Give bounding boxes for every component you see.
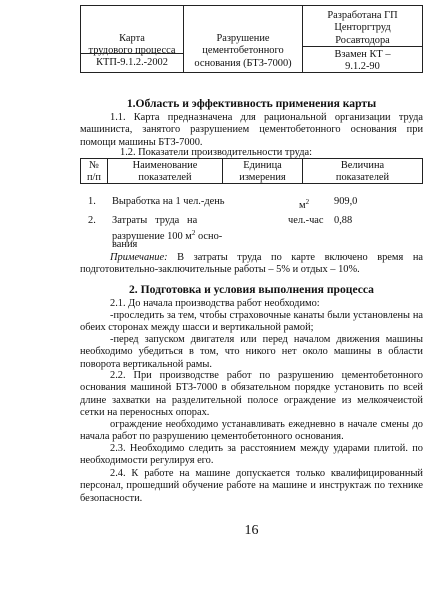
section2-paragraph: 2.4. К работе на машине допускается только квалифицированный персонал, прошедший обучение работе на машине и инструктаж по технике безопасности. xyxy=(80,468,423,504)
table-note xyxy=(80,252,423,277)
table-row-name: Затраты труда на xyxy=(112,215,198,226)
table-row-number: 1. xyxy=(88,196,96,207)
section1-paragraph-2: 1.2. Показатели производительности труда: xyxy=(120,147,312,158)
section2-paragraph: 2.2. При производстве работ по разрушению цементобетонного основания машиной БТЗ-7000 в обязательном порядке установить по всей длине захватки на разделительной полосе ограждение из мелкоячеистой сетки на переносных опорах. xyxy=(80,370,423,419)
section1-paragraph-1: 1.1. Карта предназначена для рациональной организации труда машиниста, занятого разрушением цементобетонного основания при помощи машины БТЗ-7000. xyxy=(80,112,423,148)
table-header-cell: Наименование показателей xyxy=(108,159,223,183)
table-row-value: 0,88 xyxy=(334,215,353,226)
table-header-cell: № п/п xyxy=(81,159,108,183)
header-box xyxy=(80,5,423,73)
header-divider xyxy=(81,53,183,54)
section1-title: 1.Область и эффективность применения карты xyxy=(126,97,377,110)
table-row-name: Выработка на 1 чел.-день xyxy=(112,196,225,207)
page-number: 16 xyxy=(244,523,259,538)
header-divider xyxy=(303,46,422,47)
card-title: Карта трудового процесса xyxy=(88,33,176,57)
productivity-table-header xyxy=(80,158,423,184)
section2-title: 2. Подготовка и условия выполнения процесса xyxy=(129,283,374,296)
table-row-unit: $м^2$ xyxy=(299,198,310,211)
header-subject-cell xyxy=(184,6,303,72)
table-row-name-continued: вания xyxy=(112,239,138,250)
header-card-cell xyxy=(81,6,184,72)
table-row-unit: чел.-час xyxy=(288,215,324,226)
section2-paragraph: -проследить за тем, чтобы страховочные канаты были установлены на обеих сторонах между шасси и вертикальной рамой; xyxy=(80,310,423,334)
card-code: КТП-9.1.2.-2002 xyxy=(96,57,168,68)
header-developer-cell xyxy=(303,6,422,72)
table-row-number: 2. xyxy=(88,215,96,226)
note-label: Примечание: xyxy=(110,252,168,263)
section2-paragraph: ограждение необходимо устанавливать ежедневно в начале смены до начала работ по разрушению цементобетонного основания. xyxy=(80,419,423,443)
note-text: В затраты труда по карте включено время на подготовительно-заключительные работы – 5% и отдых – 10%. xyxy=(80,252,423,276)
section2-paragraph: -перед запуском двигателя или перед началом движения машины необходимо убедиться в том, что никого нет около машины в области поворота вертикальной рамы. xyxy=(80,334,423,370)
card-subject: Разрушение цементобетонного основания (БТЗ-7000) xyxy=(194,33,292,69)
table-row-name-continued: разрушение 100 $м^2$ осно- xyxy=(112,229,223,242)
card-developer: Разработана ГП Центоргтруд Росавтодора xyxy=(327,10,398,46)
section2-paragraph: 2.1. До начала производства работ необходимо: xyxy=(110,298,320,309)
section2-paragraph: 2.3. Необходимо следить за расстоянием между ударами плитой. по необходимости регулируя его. xyxy=(80,443,423,467)
table-header-cell: Единица измерения xyxy=(223,159,303,183)
table-row-value: 909,0 xyxy=(334,196,358,207)
card-replaces: Взамен КТ – 9.1.2-90 xyxy=(334,49,391,73)
table-header-cell: Величина показателей xyxy=(335,160,390,184)
